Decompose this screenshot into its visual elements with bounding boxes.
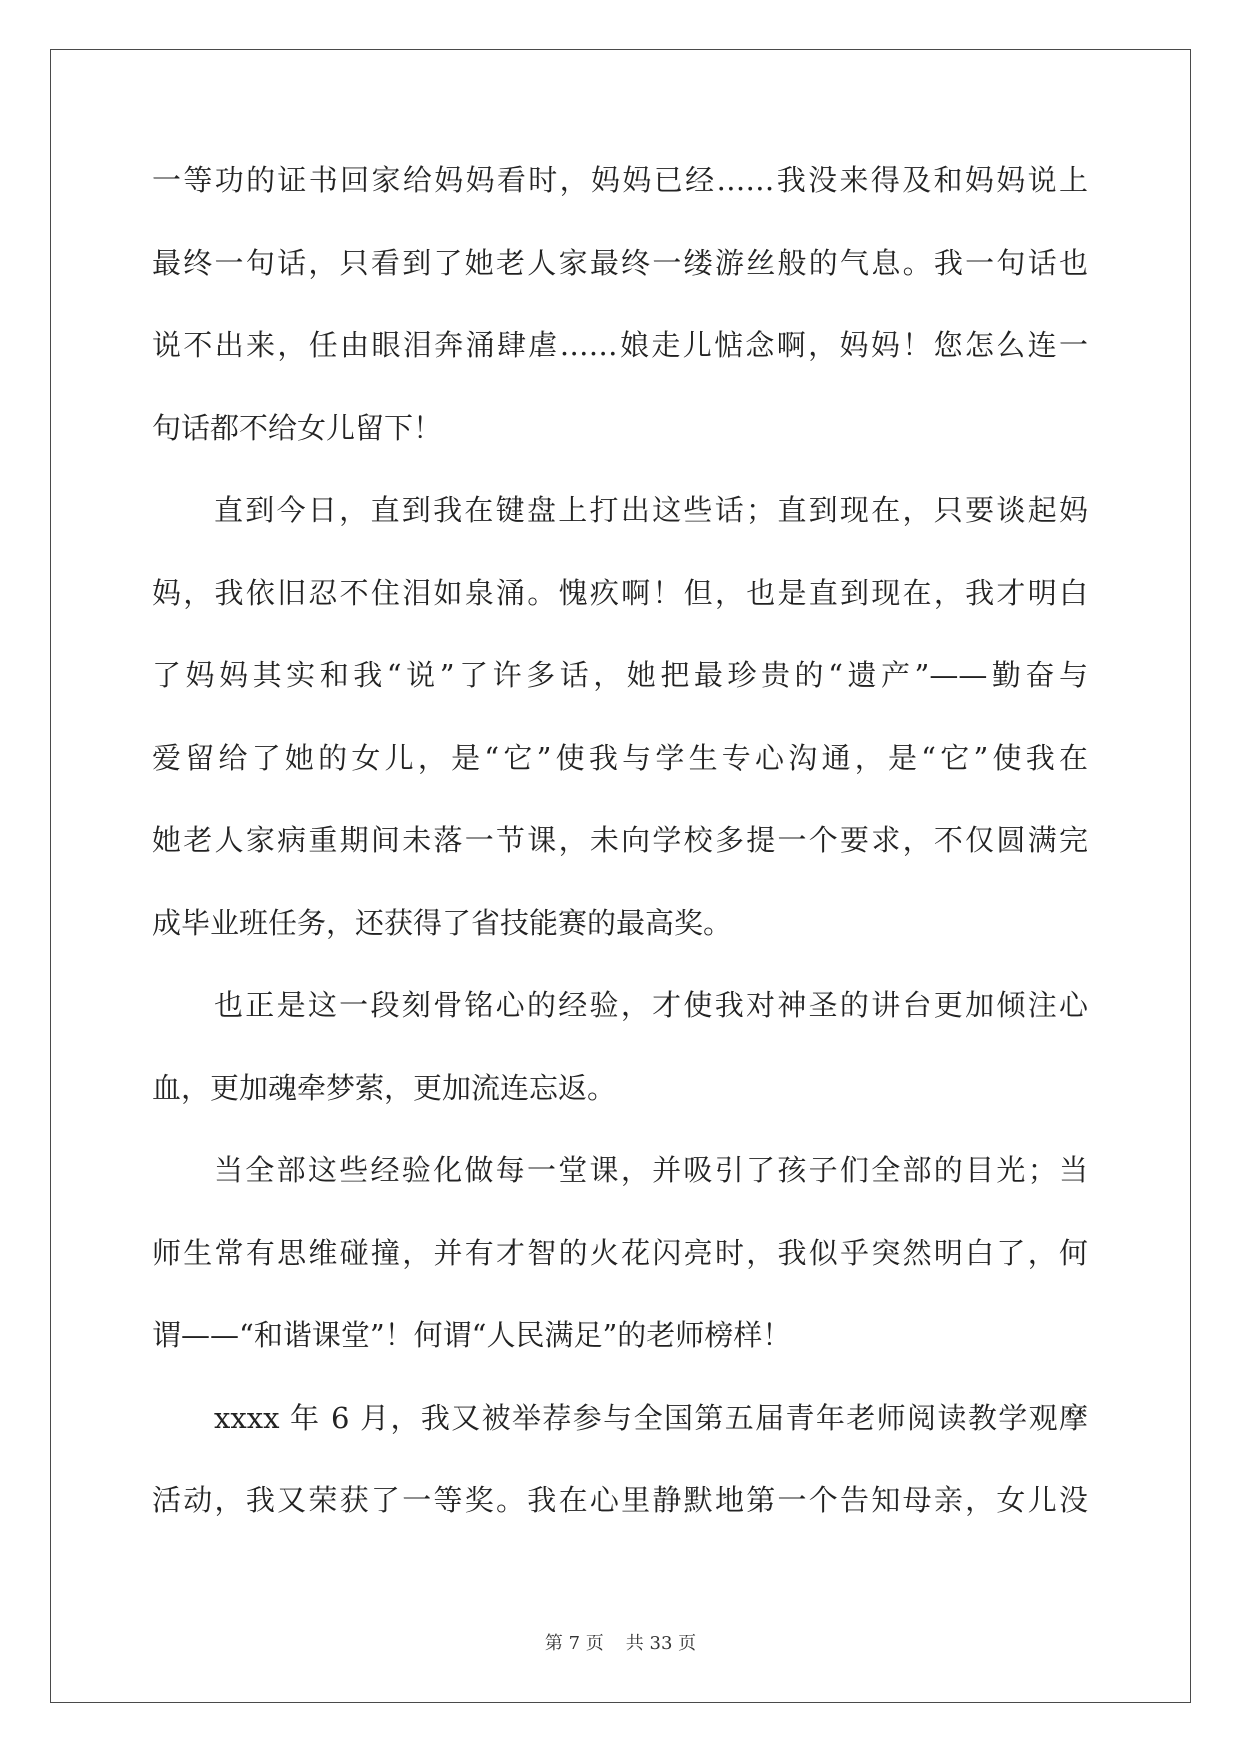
- document-body: [152, 160, 1088, 1563]
- text-line: 血，更加魂牵梦萦，更加流连忘返。: [152, 1070, 617, 1105]
- text-line: 说不出来，任由眼泪奔涌肆虐……娘走儿惦念啊，妈妈！您怎么连一: [152, 328, 1088, 362]
- text-line: 师生常有思维碰撞，并有才智的火花闪亮时，我似乎突然明白了，何: [152, 1235, 1088, 1270]
- text-line: 妈，我依旧忍不住泪如泉涌。愧疚啊！但，也是直到现在，我才明白: [152, 575, 1088, 610]
- text-line: 爱留给了她的女儿，是“它”使我与学生专心沟通，是“它”使我在: [152, 740, 1088, 775]
- text-line: 句话都不给女儿留下！: [152, 410, 443, 445]
- page-footer: [0, 1629, 1241, 1655]
- paragraph: [152, 1398, 1088, 1563]
- page-number: 第 7 页: [544, 1633, 604, 1654]
- text-line: 一等功的证书回家给妈妈看时，妈妈已经……我没来得及和妈妈说上: [152, 163, 1088, 197]
- text-line: 也正是这一段刻骨铭心的经验，才使我对神圣的讲台更加倾注心: [214, 988, 1088, 1022]
- paragraph: [152, 1150, 1088, 1398]
- text-line: 活动，我又荣获了一等奖。我在心里静默地第一个告知母亲，女儿没: [152, 1483, 1088, 1517]
- text-line: 当全部这些经验化做每一堂课，并吸引了孩子们全部的目光；当: [214, 1153, 1088, 1187]
- text-line: 直到今日，直到我在键盘上打出这些话；直到现在，只要谈起妈: [214, 493, 1088, 527]
- text-line: xxxx 年 6 月，我又被举荐参与全国第五届青年老师阅读教学观摩: [214, 1400, 1088, 1435]
- text-line: 成毕业班任务，还获得了省技能赛的最高奖。: [152, 905, 733, 940]
- text-line: 谓——“和谐课堂”！何谓“人民满足”的老师榜样！: [152, 1318, 792, 1352]
- text-line: 最终一句话，只看到了她老人家最终一缕游丝般的气息。我一句话也: [152, 245, 1088, 280]
- text-line: 了妈妈其实和我“说”了许多话，她把最珍贵的“遗产”——勤奋与: [152, 658, 1088, 692]
- paragraph: [152, 490, 1088, 985]
- paragraph: [152, 985, 1088, 1150]
- text-line: 她老人家病重期间未落一节课，未向学校多提一个要求，不仅圆满完: [152, 823, 1088, 857]
- paragraph: [152, 160, 1088, 490]
- total-pages: 共 33 页: [625, 1633, 697, 1654]
